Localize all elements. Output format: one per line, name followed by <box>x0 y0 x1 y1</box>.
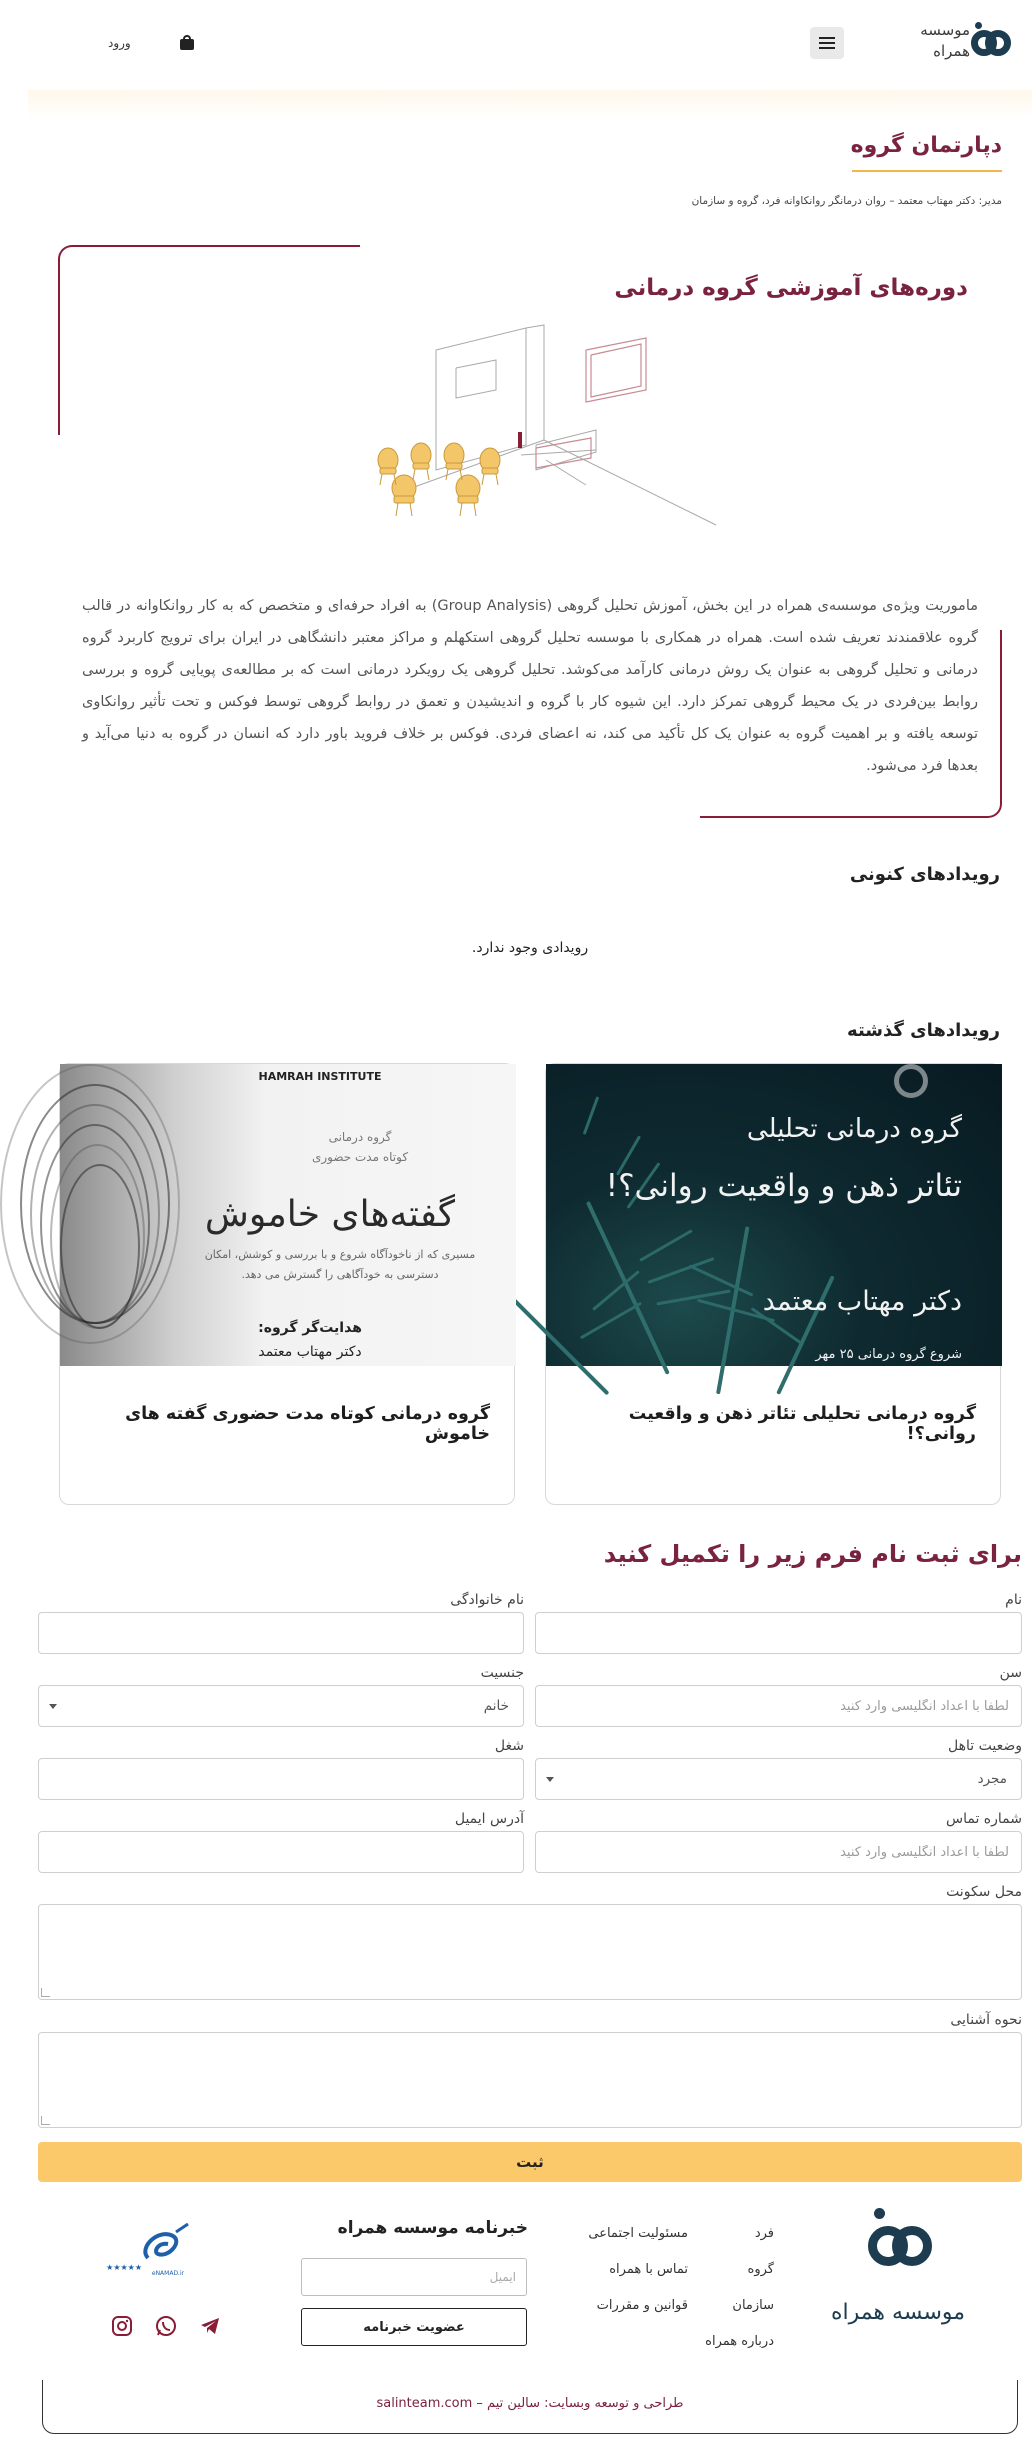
marital-selected-value: مجرد <box>977 1771 1007 1787</box>
footer-link-individual[interactable]: فرد <box>754 2226 774 2241</box>
resize-handle-icon[interactable] <box>41 2116 50 2125</box>
address-textarea[interactable] <box>38 1904 1022 2000</box>
login-link[interactable]: ورود <box>108 36 131 50</box>
page-title: دپارتمان گروه <box>850 133 1002 158</box>
address-label: محل سکونت <box>946 1884 1022 1900</box>
form-title: برای ثبت نام فرم زیر را تکمیل کنید <box>603 1540 1022 1568</box>
whatsapp-icon[interactable] <box>154 2314 178 2338</box>
event-card[interactable] <box>545 1063 1001 1505</box>
chevron-down-icon <box>546 1777 554 1782</box>
newsletter-title: خبرنامه موسسه همراه <box>337 2218 528 2238</box>
poster-text: مسیری که از ناخودآگاه شروع و با بررسی و کوشش، امکان <box>204 1248 476 1261</box>
gender-label: جنسیت <box>480 1665 524 1681</box>
header-strip <box>28 90 1032 118</box>
event-poster-image[interactable] <box>60 1064 516 1366</box>
event-card[interactable] <box>59 1063 515 1505</box>
referral-textarea[interactable] <box>38 2032 1022 2128</box>
poster-text: شروع گروه درمانی ۲۵ مهر <box>815 1347 962 1362</box>
course-title: دوره‌های آموزشی گروه درمانی <box>614 275 968 301</box>
job-input[interactable] <box>38 1758 524 1800</box>
logo-icon[interactable] <box>971 22 1011 64</box>
poster-text: تئاتر ذهن و واقعیت روانی؟! <box>605 1168 962 1204</box>
poster-text: کوتاه مدت حضوری <box>311 1150 409 1164</box>
badge-label: eNAMAD.ir <box>151 2270 185 2277</box>
newsletter-subscribe-button[interactable]: عضویت خبرنامه <box>301 2308 527 2346</box>
chevron-down-icon <box>49 1704 57 1709</box>
gender-selected-value: خانم <box>483 1698 509 1714</box>
past-events-heading: رویدادهای گذشته <box>847 1020 1000 1041</box>
age-input[interactable] <box>535 1685 1022 1727</box>
email-input[interactable] <box>38 1831 524 1873</box>
footer-link-about[interactable]: درباره همراه <box>705 2334 774 2349</box>
gender-select[interactable] <box>38 1685 524 1727</box>
last-name-input[interactable] <box>38 1612 524 1654</box>
footer-link-group[interactable]: گروه <box>747 2262 774 2277</box>
poster-text: گفته‌های خاموش <box>204 1194 456 1235</box>
poster-brand: HAMRAH INSTITUTE <box>258 1070 382 1083</box>
instagram-icon[interactable] <box>110 2314 134 2338</box>
last-name-label: نام خانوادگی <box>450 1592 524 1608</box>
newsletter-email-input[interactable] <box>301 2258 527 2296</box>
submit-button[interactable]: ثبت <box>38 2142 1022 2182</box>
footer-link-contact[interactable]: تماس با همراه <box>609 2262 688 2277</box>
decorative-frame-top <box>58 245 360 435</box>
poster-text: دسترسی به خودآگاهی را گسترش می دهد. <box>241 1268 439 1281</box>
department-manager: مدیر: دکتر مهتاب معتمد – روان درمانگر روانکاوانه فرد، گروه و سازمان <box>691 195 1002 207</box>
event-poster-image[interactable] <box>546 1064 1002 1366</box>
poster-text: دکتر مهتاب معتمد <box>762 1286 962 1317</box>
poster-text: دکتر مهتاب معتمد <box>258 1344 362 1360</box>
no-events-message: رویدادی وجود ندارد. <box>471 940 589 956</box>
enamad-logo-icon <box>106 2218 208 2278</box>
current-events-heading: رویدادهای کنونی <box>849 864 1000 885</box>
poster-text: گروه درمانی تحلیلی <box>746 1114 962 1144</box>
job-label: شغل <box>494 1738 524 1754</box>
footer-brand: موسسه همراه <box>830 2300 966 2325</box>
poster-text: گروه درمانی <box>328 1130 392 1144</box>
marital-status-select[interactable] <box>535 1758 1022 1800</box>
course-description: ماموریت ویژه‌ی موسسه‌ی همراه در این بخش، آموزش تحلیل گروهی (Group Analysis) به افراد حرفه‌ای و متخصص که به کار روانکاوانه در قالب گروه علاقمندند تعریف شده است. همراه در همکاری با موسسه تحلیل گروهی استکهلم و مراکز معتبر دانشگاهی در ایران برای ترویج کاربرد گروه درمانی و تحلیل گروهی به عنوان یک روش درمانی کارآمد می‌کوشد. تحلیل گروهی یک رویکرد درمانی است که بر مطالعه‌ی پویایی گروه و بررسی روابط بین‌فردی در یک محیط گروهی تمرکز دارد. این شیوه کار با گروه و اندیشیدن و تعمق در روابط گروهی توسط فوکس و تحت تأثیر روانکاوی توسعه یافته و بر اهمیت گروه به عنوان یک کل تأکید می کند، نه اعضای فردی. فوکس بر خلاف فروید باور دارد که انسان در گروه به دنیا می‌آید و بعدها فرد می‌شود. <box>82 598 979 774</box>
enamad-stars: ★★★★★ <box>106 2263 142 2272</box>
referral-label: نحوه آشنایی <box>950 2012 1022 2028</box>
event-card-title[interactable]: گروه درمانی کوتاه مدت حضوری گفته های خاموش <box>125 1404 490 1444</box>
footer-logo-icon[interactable] <box>868 2208 932 2274</box>
footer-link-social-responsibility[interactable]: مسئولیت اجتماعی <box>588 2226 688 2241</box>
first-name-label: نام <box>1005 1592 1022 1608</box>
marital-status-label: وضعیت تاهل <box>948 1738 1022 1754</box>
shopping-bag-icon[interactable] <box>180 35 194 50</box>
telegram-icon[interactable] <box>198 2314 222 2338</box>
phone-input[interactable] <box>535 1831 1022 1873</box>
phone-label: شماره تماس <box>946 1811 1022 1827</box>
email-label: آدرس ایمیل <box>454 1811 524 1827</box>
title-underline <box>852 170 1002 172</box>
group-therapy-illustration <box>346 320 716 530</box>
footer-link-organization[interactable]: سازمان <box>732 2298 774 2313</box>
footer-credit[interactable]: طراحی و توسعه وبسایت: سالین تیم – salinteam.com <box>376 2396 684 2411</box>
footer-link-terms[interactable]: قوانین و مقررات <box>596 2298 688 2313</box>
first-name-input[interactable] <box>535 1612 1022 1654</box>
event-card-title[interactable]: گروه درمانی تحلیلی تئاتر ذهن و واقعیت روانی؟! <box>628 1404 976 1444</box>
resize-handle-icon[interactable] <box>41 1988 50 1997</box>
poster-logo-icon <box>894 1064 928 1098</box>
site-header <box>28 0 1032 90</box>
enamad-trust-badge[interactable] <box>106 2218 208 2293</box>
age-label: سن <box>999 1665 1022 1681</box>
hamburger-menu-button[interactable] <box>810 27 844 59</box>
poster-text: هدایت‌گر گروه: <box>258 1320 362 1336</box>
logo-text[interactable]: موسسه همراه <box>920 21 970 60</box>
